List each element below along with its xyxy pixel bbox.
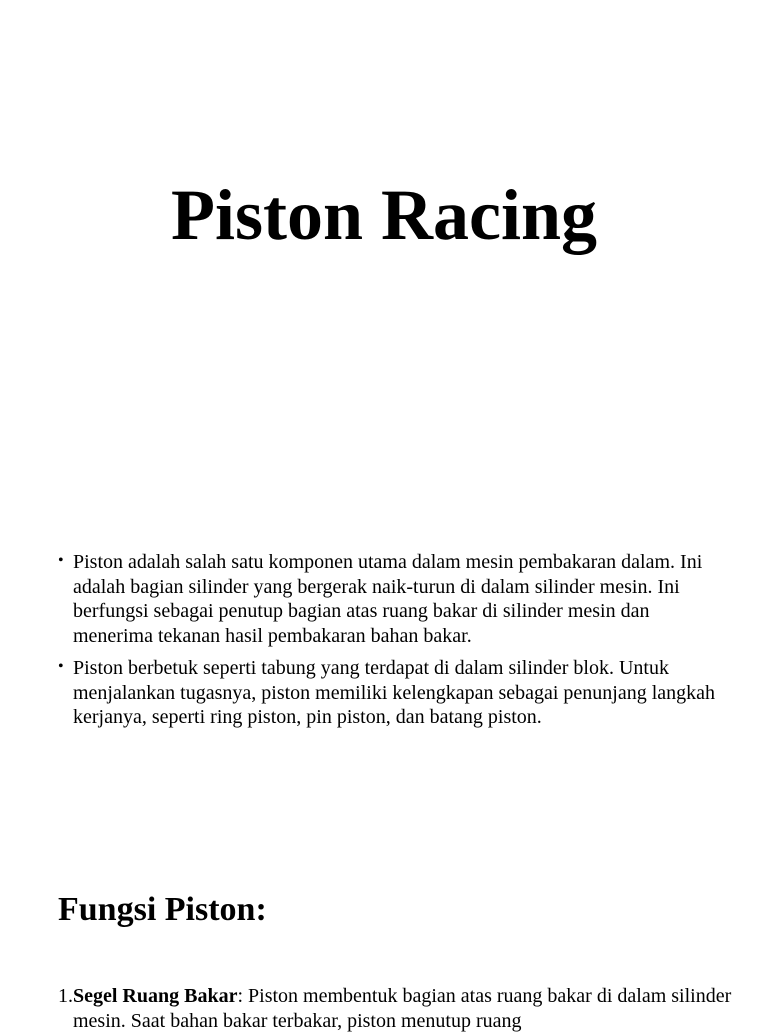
section-heading: Fungsi Piston: (58, 891, 267, 928)
item-text: : Piston membentuk bagian atas ruang bakar di dalam silinder mesin. Saat bahan bakar terbakar, piston menutup ruang (73, 985, 732, 1032)
bullet-marker: • (58, 552, 64, 569)
bullet-text: Piston adalah salah satu komponen utama dalam mesin pembakaran dalam. Ini adalah bagian silinder yang bergerak naik-turun di dalam silinder mesin. Ini berfungsi sebagai penutup bagian atas ruang bakar di silinder mesin dan menerima tekanan hasil pembakaran bahan bakar. (73, 551, 703, 647)
bullet-text: Piston berbetuk seperti tabung yang terdapat di dalam silinder blok. Untuk menjalankan tugasnya, piston memiliki kelengkapan sebagai penunjang langkah kerjanya, seperti ring piston, pin piston, dan batang piston. (73, 657, 716, 728)
numbered-item (58, 984, 733, 1033)
bullet-item (58, 550, 718, 648)
bullet-marker: • (58, 658, 64, 675)
item-number: 1. (58, 985, 73, 1007)
item-term: Segel Ruang Bakar (73, 985, 238, 1007)
bullet-item (58, 656, 718, 730)
page-title: Piston Racing (170, 175, 598, 255)
bullet-list (58, 550, 718, 738)
